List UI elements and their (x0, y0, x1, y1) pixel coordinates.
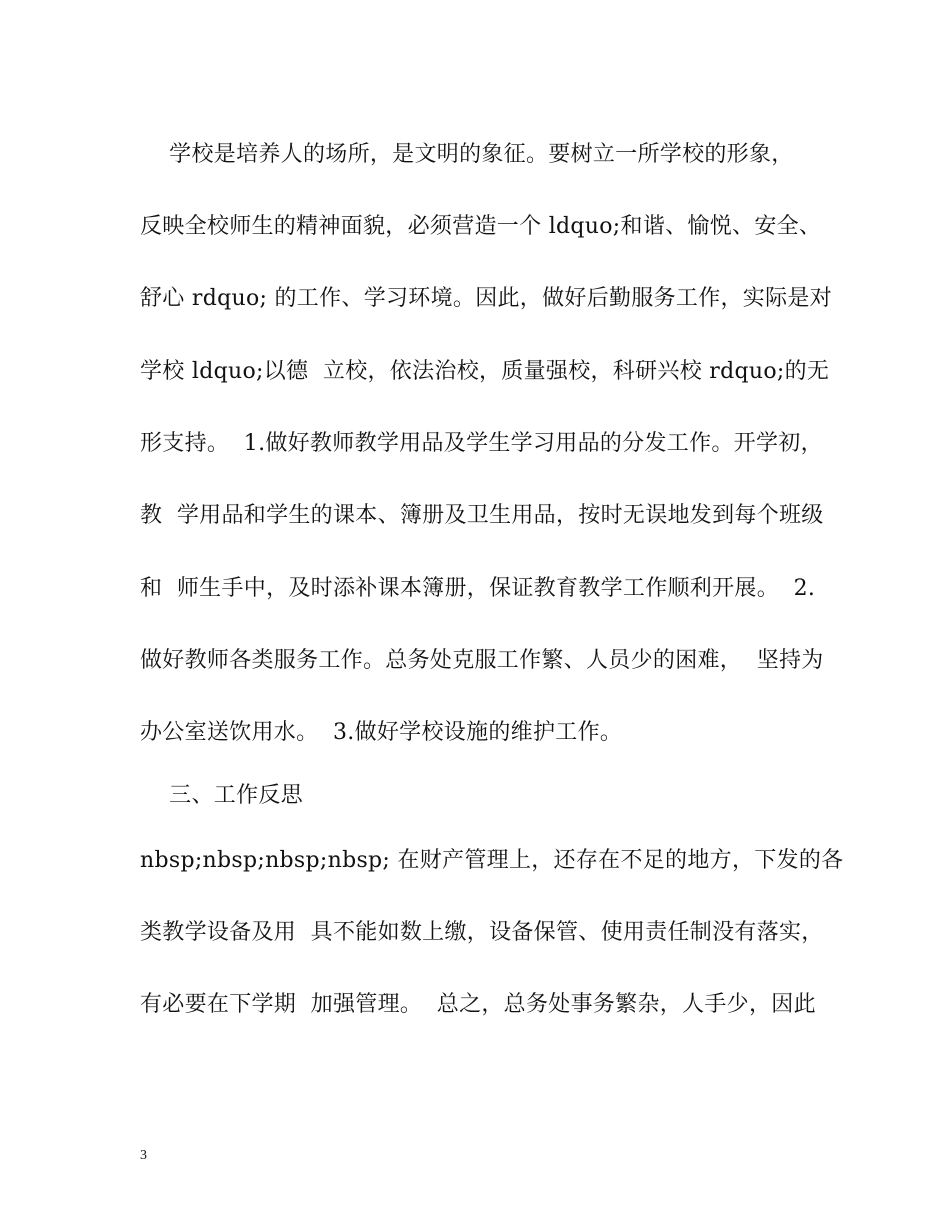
paragraph-line: 和 师生手中，及时添补课本簿册，保证教育教学工作顺利开展。 2. (140, 576, 816, 601)
paragraph-line: 学校 ldquo;以德 立校，依法治校，质量强校，科研兴校 rdquo;的无 (140, 359, 830, 384)
paragraph-line: 形支持。 1.做好教师教学用品及学生学习用品的分发工作。开学初， (140, 431, 823, 456)
paragraph-line: 教 学用品和学生的课本、簿册及卫生用品，按时无误地发到每个班级 (140, 503, 824, 528)
page-number: 3 (140, 1148, 147, 1163)
paragraph-line: 学校是培养人的场所，是文明的象征。要树立一所学校的形象， (140, 142, 794, 167)
paragraph-line: 有必要在下学期 加强管理。 总之，总务处事务繁杂，人手少，因此 (140, 992, 816, 1017)
paragraph-line: nbsp;nbsp;nbsp;nbsp; 在财产管理上，还存在不足的地方，下发的各 (140, 848, 844, 873)
paragraph-line: 做好教师各类服务工作。总务处克服工作繁、人员少的困难， 坚持为 (140, 648, 824, 673)
paragraph-line: 舒心 rdquo; 的工作、学习环境。因此，做好后勤服务工作，实际是对 (140, 286, 832, 311)
section-heading: 三、工作反思 (140, 783, 303, 808)
paragraph-line: 反映全校师生的精神面貌，必须营造一个 ldquo;和谐、愉悦、安全、 (140, 214, 822, 239)
paragraph-line: 办公室送饮用水。 3.做好学校设施的维护工作。 (140, 720, 623, 745)
paragraph-line: 类教学设备及用 具不能如数上缴，设备保管、使用责任制没有落实， (140, 920, 824, 945)
